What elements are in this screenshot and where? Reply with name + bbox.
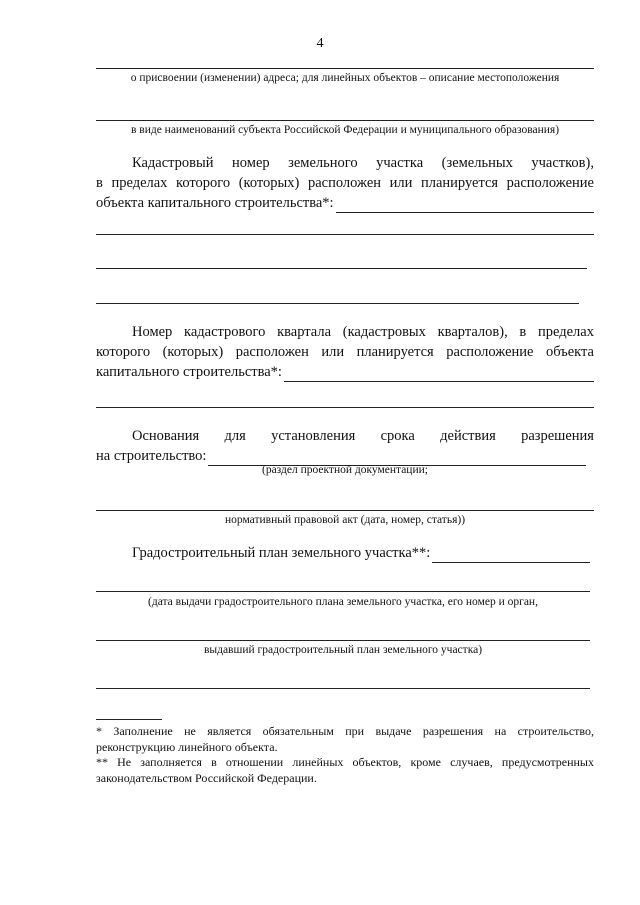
cadastral-quarter-line-2	[96, 342, 594, 362]
cadastral-plot-blank-line-3[interactable]	[96, 303, 579, 304]
grounds-line-1	[96, 426, 594, 446]
word: участка	[376, 155, 424, 171]
cadastral-plot-line-3	[96, 193, 594, 213]
word: разрешения	[521, 428, 594, 444]
cadastral-quarter-input-line[interactable]	[284, 366, 594, 382]
word: в	[519, 324, 527, 340]
cadastral-plot-line-1	[96, 153, 594, 173]
word: срока	[380, 428, 415, 444]
footnotes	[96, 724, 594, 786]
cadastral-plot-blank-line-2[interactable]	[96, 268, 587, 269]
word: планируется	[420, 175, 499, 191]
caption-project-docs: (раздел проектной документации;	[262, 464, 428, 476]
word: установления	[271, 428, 356, 444]
word: (которых)	[162, 344, 224, 360]
word: земельного	[288, 155, 358, 171]
word: расположен	[235, 344, 309, 360]
urban-plan-blank-line-3[interactable]	[96, 688, 590, 689]
word: расположен	[307, 175, 382, 191]
word: номер	[232, 155, 270, 171]
word: объекта	[545, 344, 594, 360]
word: (земельных	[441, 155, 513, 171]
word: которого	[176, 175, 231, 191]
urban-plan-blank-line-2[interactable]	[96, 640, 590, 641]
urban-plan-line	[96, 543, 594, 563]
word: которого	[96, 344, 151, 360]
urban-plan-input-line[interactable]	[432, 547, 590, 563]
word: квартала	[277, 324, 332, 340]
word: действия	[440, 428, 496, 444]
footnote-separator	[96, 719, 162, 720]
cadastral-plot-line-2	[96, 173, 594, 193]
cadastral-quarter-line-1	[96, 322, 594, 342]
footnote-2: ** Не заполняется в отношении линейных объектов, кроме случаев, предусмотренных законодательством Российской Федерации.	[96, 755, 594, 785]
word: расположение	[446, 344, 534, 360]
word: в	[96, 175, 103, 191]
cadastral-quarter-paragraph	[96, 322, 594, 382]
word: участков),	[531, 155, 594, 171]
cadastral-plot-paragraph	[96, 153, 594, 213]
cadastral-plot-blank-line-1[interactable]	[96, 234, 594, 235]
word: для	[224, 428, 246, 444]
grounds-label: на строительство:	[96, 448, 207, 464]
caption-issue-date: (дата выдачи градостроительного плана земельного участка, его номер и орган,	[148, 596, 538, 608]
word: или	[321, 344, 345, 360]
caption-issuer: выдавший градостроительный план земельного участка)	[203, 644, 483, 656]
word: или	[389, 175, 413, 191]
grounds-blank-line[interactable]	[96, 510, 594, 511]
urban-plan-paragraph	[96, 543, 594, 563]
word: Кадастровый	[132, 155, 214, 171]
caption-subject: в виде наименований субъекта Российской Федерации и муниципального образования)	[130, 124, 560, 136]
word: пределах	[111, 175, 168, 191]
word: пределах	[537, 324, 594, 340]
word: планируется	[356, 344, 434, 360]
word: (кадастровых	[342, 324, 426, 340]
word: кварталов),	[437, 324, 508, 340]
grounds-paragraph	[96, 426, 594, 466]
cadastral-plot-label: объекта капитального строительства*:	[96, 195, 334, 211]
word: Номер	[132, 324, 173, 340]
caption-normative: нормативный правовой акт (дата, номер, статья))	[224, 514, 466, 526]
footnote-1: * Заполнение не является обязательным при выдаче разрешения на строительство, реконструкцию линейного объекта.	[96, 724, 594, 754]
caption-address: о присвоении (изменении) адреса; для линейных объектов – описание местоположения	[130, 72, 560, 84]
word: (которых)	[238, 175, 300, 191]
page-number: 4	[316, 36, 324, 51]
subject-blank-line[interactable]	[96, 120, 594, 121]
grounds-line-2	[96, 446, 594, 466]
address-blank-line[interactable]	[96, 68, 594, 69]
urban-plan-label: Градостроительный план земельного участка**:	[132, 545, 431, 561]
cadastral-quarter-label: капитального строительства*:	[96, 364, 282, 380]
cadastral-quarter-blank-line[interactable]	[96, 407, 594, 408]
cadastral-quarter-line-3	[96, 362, 594, 382]
word: расположение	[506, 175, 594, 191]
word: Основания	[132, 428, 200, 444]
word: кадастрового	[184, 324, 266, 340]
urban-plan-blank-line-1[interactable]	[96, 591, 590, 592]
cadastral-plot-input-line[interactable]	[336, 197, 594, 213]
